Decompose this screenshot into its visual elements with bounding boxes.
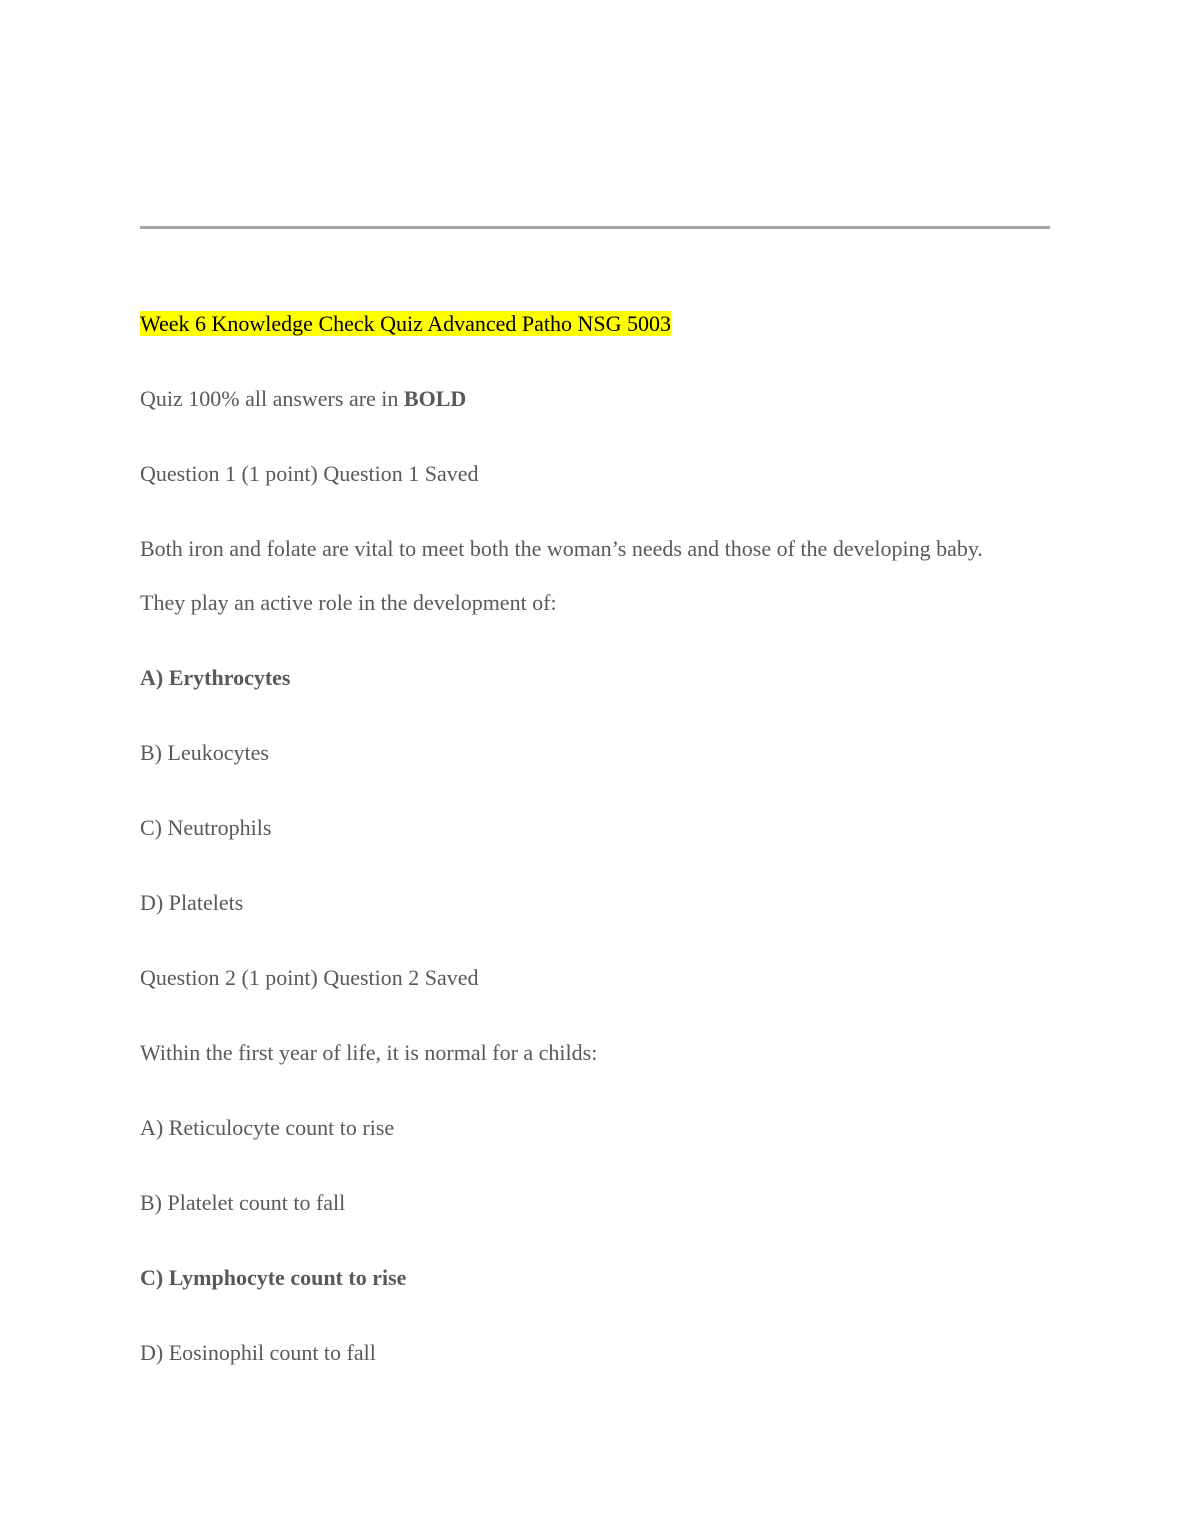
question-2-header: Question 2 (1 point) Question 2 Saved: [140, 965, 479, 990]
question-1-option-a-answer: A) Erythrocytes: [140, 665, 291, 690]
question-2-option-d: D) Eosinophil count to fall: [140, 1340, 376, 1365]
document-title-line: [140, 311, 671, 337]
question-1-header: Question 1 (1 point) Question 1 Saved: [140, 461, 479, 486]
intro-bold-word: BOLD: [403, 386, 467, 411]
question-1-stem-line-1: Both iron and folate are vital to meet both the woman’s needs and those of the developing baby.: [140, 536, 983, 561]
intro-line: [140, 386, 466, 412]
question-1-option-d: D) Platelets: [140, 890, 244, 915]
question-1-option-c: C) Neutrophils: [140, 815, 272, 840]
intro-text: Quiz 100% all answers are in: [140, 386, 404, 411]
question-2-option-b: B) Platelet count to fall: [140, 1190, 346, 1215]
question-2-option-a: A) Reticulocyte count to rise: [140, 1115, 395, 1140]
question-2-stem-line-1: Within the first year of life, it is normal for a childs:: [140, 1040, 598, 1065]
document-title: Week 6 Knowledge Check Quiz Advanced Patho NSG 5003: [140, 311, 672, 336]
horizontal-rule: [140, 226, 1050, 229]
question-1-stem-line-2: They play an active role in the development of:: [140, 590, 557, 615]
question-2-option-c-answer: C) Lymphocyte count to rise: [140, 1265, 407, 1290]
question-1-option-b: B) Leukocytes: [140, 740, 269, 765]
